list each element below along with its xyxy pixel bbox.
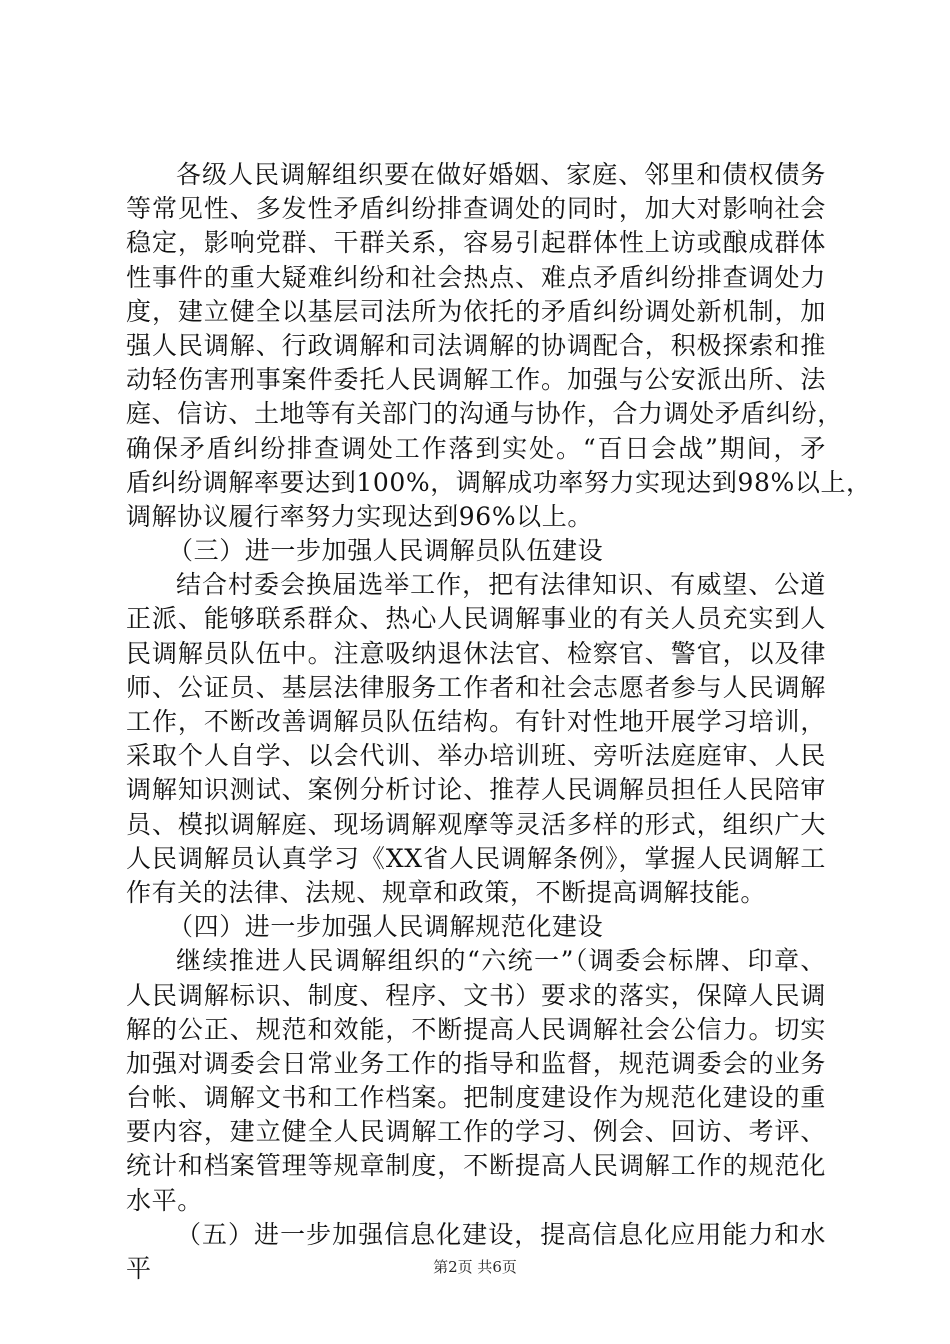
paragraph-line: 正派、能够联系群众、热心人民调解事业的有关人员充实到人 [126,604,826,634]
paragraph-line: 民调解员队伍中。注意吸纳退休法官、检察官、警官，以及律 [126,638,826,668]
document-body [126,158,872,1286]
paragraph-line: 作有关的法律、法规、规章和政策，不断提高调解技能。 [126,877,767,907]
paragraph-line: 继续推进人民调解组织的“六统一”（调委会标牌、印章、 [176,946,826,976]
paragraph-line: 盾纠纷调解率要达到100%，调解成功率努力实现达到98%以上， [126,467,872,497]
paragraph-line: 各级人民调解组织要在做好婚姻、家庭、邻里和债权债务 [176,160,826,189]
paragraph-line: 台帐、调解文书和工作档案。把制度建设作为规范化建设的重 [126,1083,826,1113]
section-heading-5-continued: 平 [126,1254,152,1283]
paragraph-line: 解的公正、规范和效能，不断提高人民调解社会公信力。切实 [126,1014,826,1044]
paragraph-line: 动轻伤害刑事案件委托人民调解工作。加强与公安派出所、法 [126,365,826,395]
paragraph-line: 统计和档案管理等规章制度，不断提高人民调解工作的规范化 [126,1151,826,1181]
paragraph-line: 要内容，建立健全人民调解工作的学习、例会、回访、考评、 [126,1117,826,1147]
paragraph-line: 强人民调解、行政调解和司法调解的协调配合，积极探索和推 [126,330,826,360]
paragraph-line: 结合村委会换届选举工作，把有法律知识、有威望、公道 [176,570,826,600]
section-heading-4: （四）进一步加强人民调解规范化建设 [168,912,604,942]
paragraph-line: 庭、信访、土地等有关部门的沟通与协作，合力调处矛盾纠纷， [126,399,843,429]
paragraph-line: 稳定，影响党群、干群关系，容易引起群体性上访或酿成群体 [126,228,826,258]
paragraph-line: 调解知识测试、案例分析讨论、推荐人民调解员担任人民陪审 [126,775,826,805]
paragraph-line: 确保矛盾纠纷排查调处工作落到实处。“百日会战”期间，矛 [126,433,826,463]
paragraph-line: 员、模拟调解庭、现场调解观摩等灵活多样的形式，组织广大 [126,809,826,839]
paragraph-line: 人民调解标识、制度、程序、文书）要求的落实，保障人民调 [126,980,826,1010]
paragraph-line: 水平。 [126,1185,203,1215]
paragraph-line: 工作，不断改善调解员队伍结构。有针对性地开展学习培训， [126,707,826,736]
paragraph-line: 性事件的重大疑难纠纷和社会热点、难点矛盾纠纷排查调处力 [126,262,826,292]
paragraph-line: 师、公证员、基层法律服务工作者和社会志愿者参与人民调解 [126,672,826,702]
paragraph-line: 加强对调委会日常业务工作的指导和监督，规范调委会的业务 [126,1048,826,1078]
paragraph-line: 度，建立健全以基层司法所为依托的矛盾纠纷调处新机制，加 [126,296,826,326]
paragraph-line: 采取个人自学、以会代训、举办培训班、旁听法庭庭审、人民 [126,741,826,771]
section-heading-3: （三）进一步加强人民调解员队伍建设 [168,536,604,566]
paragraph-line: 人民调解员认真学习《XX省人民调解条例》，掌握人民调解工 [126,843,826,873]
paragraph-line: 调解协议履行率努力实现达到96%以上。 [126,501,593,531]
section-heading-5: （五）进一步加强信息化建设，提高信息化应用能力和水 [176,1219,826,1249]
page-number-footer: 第2页 共6页 [433,1258,517,1276]
paragraph-line: 等常见性、多发性矛盾纠纷排查调处的同时，加大对影响社会 [126,194,826,224]
